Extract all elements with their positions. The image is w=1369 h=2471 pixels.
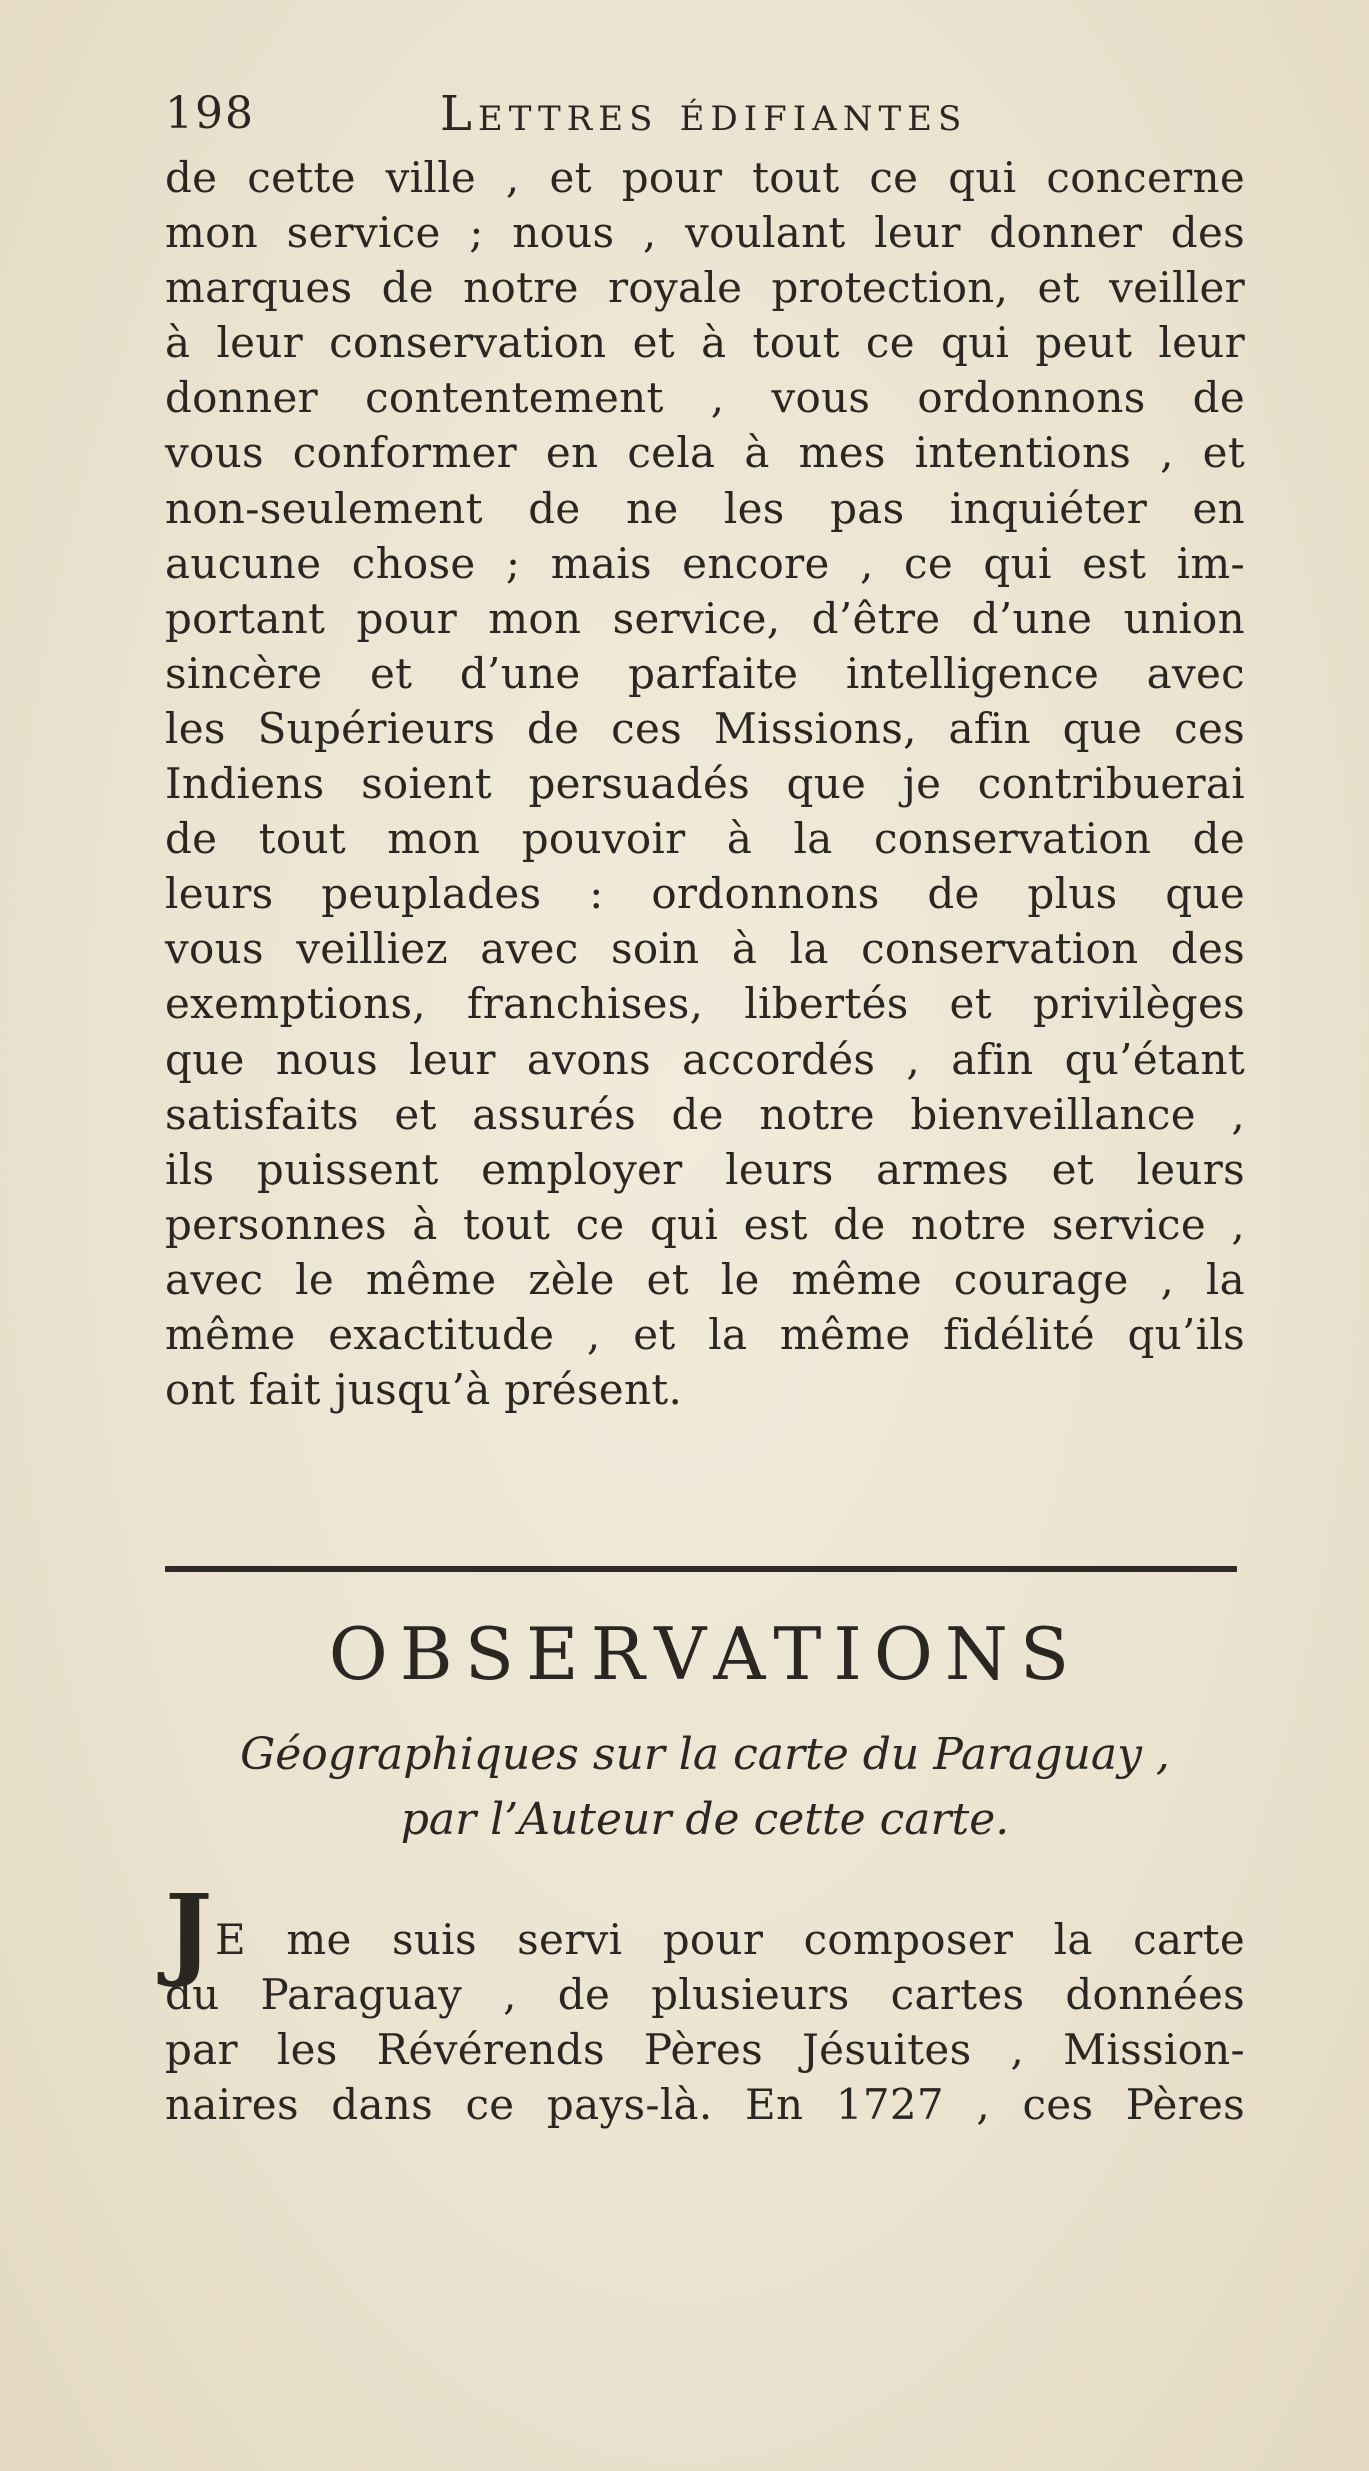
section-subtitle: par l’Auteur de cette carte. [400, 1794, 1010, 1845]
running-title: Lettres édifiantes [440, 86, 968, 142]
text-line: portant pour mon service, d’être d’une union [165, 593, 1245, 643]
text-line: sincère et d’une parfaite intelligence avec [165, 648, 1245, 698]
text-line: ils puissent employer leurs armes et leurs [165, 1144, 1245, 1194]
section-title: OBSERVATIONS [328, 1612, 1082, 1696]
text-line: même exactitude , et la même fidélité qu’ils [165, 1309, 1245, 1359]
text-line: vous conformer en cela à mes intentions , et [165, 428, 1245, 478]
text-line: naires dans ce pays-là. En 1727 , ces Pères [165, 2080, 1245, 2130]
section-subtitle: Géographiques sur la carte du Paraguay , [240, 1729, 1170, 1780]
page-number: 198 [165, 88, 255, 139]
text-line: du Paraguay , de plusieurs cartes données [165, 1970, 1245, 2020]
letter-text [165, 150, 1245, 1417]
text-line: à leur conservation et à tout ce qui peut leur [165, 318, 1245, 368]
text-line: leurs peuplades : ordonnons de plus que [165, 869, 1245, 919]
drop-cap: J [165, 1872, 213, 1990]
text-line: donner contentement , vous ordonnons de [165, 373, 1245, 423]
text-line: E me suis servi pour composer la carte [215, 1915, 1245, 1964]
text-line: personnes à tout ce qui est de notre service , [165, 1199, 1245, 1249]
text-line: Indiens soient persuadés que je contribuerai [165, 759, 1245, 809]
observations-text [165, 1872, 1245, 2132]
text-line: vous veilliez avec soin à la conservation des [165, 924, 1245, 974]
text-line: avec le même zèle et le même courage , la [165, 1254, 1245, 1304]
text-line: exemptions, franchises, libertés et privilèges [165, 979, 1245, 1029]
text-line: satisfaits et assurés de notre bienveillance , [165, 1089, 1245, 1139]
text-line: ont fait jusqu’à présent. [165, 1365, 683, 1415]
section-divider-rule [165, 1566, 1237, 1572]
text-line: par les Révérends Pères Jésuites , Mission- [165, 2025, 1245, 2075]
text-line: marques de notre royale protection, et veiller [165, 263, 1245, 313]
text-line: non-seulement de ne les pas inquiéter en [165, 483, 1245, 533]
page-header [165, 86, 1245, 142]
text-line: que nous leur avons accordés , afin qu’étant [165, 1034, 1245, 1084]
text-line: mon service ; nous , voulant leur donner des [165, 208, 1245, 258]
first-line [165, 1872, 1245, 1990]
text-line: de cette ville , et pour tout ce qui concerne [165, 153, 1245, 202]
text-line: de tout mon pouvoir à la conservation de [165, 814, 1245, 864]
text-line: les Supérieurs de ces Missions, afin que ces [165, 703, 1245, 753]
text-line: aucune chose ; mais encore , ce qui est im- [165, 538, 1245, 588]
